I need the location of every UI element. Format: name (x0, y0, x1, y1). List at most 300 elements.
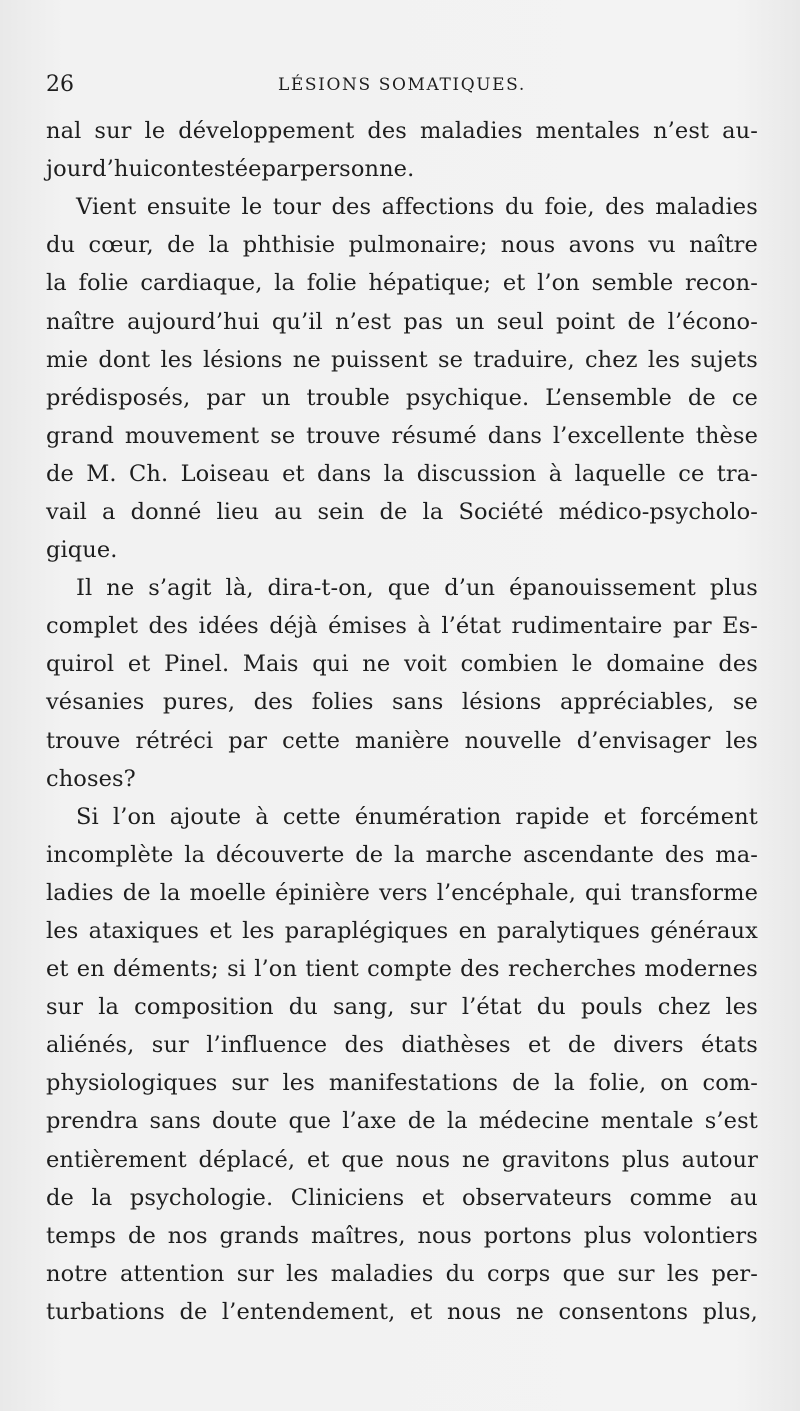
word: sans (391, 689, 444, 716)
word: de (128, 1222, 156, 1249)
word: ladies (46, 879, 114, 906)
word: d’un (444, 575, 496, 602)
word: et (502, 270, 526, 297)
word: en (76, 956, 105, 983)
word: corps (487, 1260, 551, 1287)
word: discussion (416, 460, 537, 487)
word: n’est (653, 118, 710, 145)
word: thèse (695, 422, 758, 449)
word: per- (711, 1260, 758, 1287)
word: personne. (300, 156, 415, 183)
word: tour (272, 194, 322, 221)
word: ne (106, 575, 135, 602)
word: ascendante (522, 841, 655, 868)
word: un (455, 308, 485, 335)
word: lieu (216, 498, 260, 525)
word: généraux (650, 918, 758, 945)
word: épinière (275, 879, 370, 906)
word: physiologiques (46, 1070, 218, 1097)
word: foie, (544, 194, 595, 221)
word: Ch. (129, 460, 169, 487)
word: l’on (112, 803, 156, 830)
word: Loiseau (180, 460, 270, 487)
word: l’axe (342, 1108, 397, 1135)
word: complet (46, 613, 139, 640)
text-line-25 (46, 1026, 758, 1064)
word: attention (119, 1260, 225, 1287)
word: l’on (254, 956, 298, 983)
text-line-28 (46, 1141, 758, 1179)
word: recherches (507, 956, 637, 983)
word: sein (317, 498, 365, 525)
word: des (605, 194, 645, 221)
page-header (46, 68, 756, 102)
text-line-30 (46, 1217, 758, 1255)
word: de (379, 498, 408, 525)
word: folie (306, 270, 357, 297)
word: déplacé, (198, 1146, 296, 1173)
word: rudimentaire (511, 613, 663, 640)
text-line-18 (46, 760, 758, 798)
word: que (288, 1108, 332, 1135)
word: moelle (189, 879, 267, 906)
text-line-19 (46, 798, 758, 836)
word: vers (378, 879, 428, 906)
word: Pinel. (164, 651, 230, 678)
word: sang, (333, 994, 395, 1021)
word: de (567, 1032, 596, 1059)
word: à (255, 803, 269, 830)
word: médico-psycholo- (558, 498, 758, 525)
word: nouvelle (464, 727, 562, 754)
word: vail (46, 498, 87, 525)
word: la (91, 1184, 113, 1211)
word: voit (404, 651, 447, 678)
word: psychique. (405, 384, 530, 411)
word: les (647, 346, 681, 373)
word: et (209, 918, 232, 945)
word: que (387, 575, 431, 602)
word: la (274, 270, 295, 297)
word: portons (483, 1222, 572, 1249)
word: paraplégiques (284, 918, 449, 945)
word: maladies (419, 118, 523, 145)
text-line-5 (46, 264, 758, 302)
word: gique. (46, 537, 118, 564)
word: idées (198, 613, 259, 640)
word: qui (312, 651, 349, 678)
word: en (458, 918, 487, 945)
text-line-7 (46, 341, 758, 379)
word: semble (591, 270, 674, 297)
word: le (241, 194, 263, 221)
word: par (672, 613, 712, 640)
word: vésanies (46, 689, 145, 716)
word: jourd’hui (46, 156, 151, 183)
word: un (261, 384, 291, 411)
word: affections (381, 194, 495, 221)
word: la (208, 232, 230, 259)
word: découverte (215, 841, 345, 868)
word: sans (149, 1108, 201, 1135)
word: et (527, 1032, 551, 1059)
word: sur (46, 994, 84, 1021)
word: gravitons (501, 1146, 610, 1173)
word: la (383, 460, 405, 487)
word: paralytiques (496, 918, 640, 945)
word: mentale (600, 1108, 694, 1135)
word: de (46, 1184, 74, 1211)
word: du (46, 232, 76, 259)
word: transforme (630, 879, 758, 906)
word: de (687, 384, 716, 411)
word: se (438, 346, 464, 373)
word: point (556, 308, 616, 335)
text-line-17 (46, 722, 758, 760)
word: com- (702, 1070, 758, 1097)
word: choses? (46, 765, 136, 792)
word: on (660, 1070, 689, 1097)
word: chez (657, 994, 711, 1021)
word: nal (46, 118, 82, 145)
word: nous (446, 1298, 502, 1325)
word: doute (212, 1108, 278, 1135)
word: les (725, 727, 758, 754)
word: tient (305, 956, 359, 983)
word: des (331, 194, 372, 221)
word: développement (178, 118, 355, 145)
word: nous (395, 1146, 451, 1173)
text-line-26 (46, 1064, 758, 1102)
word: s’est (704, 1108, 758, 1135)
word: Société (458, 498, 544, 525)
word: pures, (162, 689, 236, 716)
text-line-23 (46, 950, 758, 988)
word: a (102, 498, 116, 525)
word: aliénés, (46, 1032, 135, 1059)
word: nous (500, 232, 556, 259)
word: de (512, 1070, 541, 1097)
word: mouvement (124, 422, 260, 449)
word: énumération (354, 803, 502, 830)
word: sur (236, 1260, 274, 1287)
word: de (627, 308, 656, 335)
word: par (206, 384, 246, 411)
text-line-20 (46, 836, 758, 874)
word: entièrement (46, 1146, 187, 1173)
word: cœur, (88, 232, 154, 259)
word: de (179, 1298, 208, 1325)
word: volontiers (643, 1222, 758, 1249)
word: les (46, 918, 79, 945)
word: de (46, 460, 74, 487)
word: déjà (269, 613, 318, 640)
word: dans (317, 460, 372, 487)
word: maladies (655, 194, 758, 221)
word: ensuite (146, 194, 232, 221)
word: la (98, 994, 120, 1021)
word: ma- (715, 841, 758, 868)
text-line-8 (46, 379, 758, 417)
word: prédisposés, (46, 384, 191, 411)
word: vu (648, 232, 676, 259)
word: notre (46, 1260, 108, 1287)
word: médecine (478, 1108, 590, 1135)
word: sur (617, 1260, 655, 1287)
word: la (446, 1108, 468, 1135)
word: turbations (46, 1298, 165, 1325)
word: l’influence (206, 1032, 328, 1059)
word: contestée (150, 156, 262, 183)
word: divers (613, 1032, 684, 1059)
word: la (46, 270, 67, 297)
text-line-11 (46, 493, 758, 531)
word: dont (98, 346, 151, 373)
word: Mais (242, 651, 299, 678)
word: manifestations (328, 1070, 499, 1097)
text-line-14 (46, 607, 758, 645)
word: Si (76, 803, 99, 830)
word: par (261, 156, 301, 183)
word: des (367, 118, 407, 145)
word: pas (403, 308, 444, 335)
word: laquelle (574, 460, 666, 487)
word: sujets (690, 346, 758, 373)
word: qu’il (271, 308, 323, 335)
word: ce (678, 460, 705, 487)
word: folie (78, 270, 129, 297)
word: si (227, 956, 247, 983)
word: donné (130, 498, 202, 525)
word: du (288, 994, 318, 1021)
word: les (725, 994, 758, 1021)
word: ne (362, 651, 391, 678)
word: des (664, 841, 705, 868)
word: que (341, 1146, 384, 1173)
word: tra- (716, 460, 758, 487)
word: autour (681, 1146, 758, 1173)
running-head: LÉSIONS SOMATIQUES. (278, 75, 526, 95)
word: là, (225, 575, 254, 602)
word: L’ensemble (545, 384, 672, 411)
word: recon- (685, 270, 758, 297)
word: rétréci (135, 727, 214, 754)
word: et (306, 1146, 330, 1173)
word: à (417, 613, 431, 640)
word: des (253, 689, 294, 716)
word: combien (460, 651, 559, 678)
word: incomplète (46, 841, 174, 868)
text-line-31 (46, 1255, 758, 1293)
text-line-29 (46, 1179, 758, 1217)
word: appréciables, (559, 689, 715, 716)
word: hépatique; (368, 270, 492, 297)
word: maladies (330, 1260, 434, 1287)
word: plus, (702, 1298, 758, 1325)
word: lésions (461, 689, 542, 716)
word: la (159, 879, 181, 906)
word: modernes (644, 956, 758, 983)
word: psychologie. (129, 1184, 274, 1211)
word: les (282, 1070, 315, 1097)
text-line-3 (46, 188, 758, 226)
word: ataxiques (88, 918, 200, 945)
word: rapide (515, 803, 590, 830)
word: nos (167, 1222, 208, 1249)
word: de (355, 841, 384, 868)
word: l’on (537, 270, 580, 297)
word: le (144, 118, 166, 145)
word: des (460, 956, 500, 983)
word: ne (292, 346, 321, 373)
word: chez (584, 346, 638, 373)
word: la (394, 841, 415, 868)
word: pulmonaire; (348, 232, 488, 259)
text-line-32 (46, 1293, 758, 1331)
word: de (122, 879, 151, 906)
word: au (274, 498, 303, 525)
word: qui (585, 879, 622, 906)
word: les (286, 1260, 319, 1287)
word: des (344, 1032, 385, 1059)
word: ce (731, 384, 758, 411)
word: M. (86, 460, 117, 487)
word: du (504, 194, 535, 221)
word: comme (629, 1184, 713, 1211)
text-line-13 (46, 569, 758, 607)
word: sur (151, 1032, 189, 1059)
word: à (548, 460, 563, 487)
word: ne (462, 1146, 491, 1173)
word: mentales (535, 118, 641, 145)
word: trouve (46, 727, 121, 754)
word: temps (46, 1222, 117, 1249)
word: au (729, 1184, 758, 1211)
word: grands (219, 1222, 300, 1249)
word: de (407, 1108, 436, 1135)
text-line-21 (46, 874, 758, 912)
word: cette (282, 803, 341, 830)
text-line-12 (46, 531, 758, 569)
text-line-1 (46, 112, 758, 150)
word: les (242, 918, 275, 945)
word: le (571, 651, 593, 678)
word: prendra (46, 1108, 139, 1135)
word: et (409, 1298, 433, 1325)
word: pouls (580, 994, 643, 1021)
word: nous (417, 1222, 472, 1249)
word: épanouissement (509, 575, 696, 602)
word: avons (568, 232, 635, 259)
word: du (445, 1260, 475, 1287)
word: cette (282, 727, 340, 754)
word: manière (355, 727, 450, 754)
word: la (554, 1070, 575, 1097)
word: les (666, 1260, 700, 1287)
word: s’agit (148, 575, 212, 602)
text-line-27 (46, 1102, 758, 1140)
word: marche (425, 841, 513, 868)
word: folies (311, 689, 374, 716)
word: domaine (606, 651, 705, 678)
word: au- (722, 118, 758, 145)
text-line-4 (46, 226, 758, 264)
word: se (270, 422, 296, 449)
word: l’encéphale, (436, 879, 576, 906)
word: phthisie (242, 232, 336, 259)
word: et (127, 651, 151, 678)
word: les (160, 346, 193, 373)
word: se (732, 689, 758, 716)
word: et (421, 1184, 445, 1211)
word: l’excellente (552, 422, 685, 449)
word: sur (409, 994, 447, 1021)
word: émises (328, 613, 407, 640)
word: déments; (113, 956, 219, 983)
word: mie (46, 346, 89, 373)
word: cardiaque, (140, 270, 263, 297)
word: des (148, 613, 189, 640)
word: sur (94, 118, 132, 145)
word: observateurs (461, 1184, 612, 1211)
word: et (603, 803, 627, 830)
word: d’envisager (576, 727, 711, 754)
word: quirol (46, 651, 115, 678)
word: Es- (722, 613, 758, 640)
word: états (701, 1032, 758, 1059)
word: du (536, 994, 566, 1021)
word: folie, (588, 1070, 647, 1097)
word: consentons (558, 1298, 689, 1325)
word: l’écono- (667, 308, 758, 335)
word: traduire, (473, 346, 575, 373)
word: trouble (306, 384, 390, 411)
word: grand (46, 422, 114, 449)
word: de (167, 232, 196, 259)
word: n’est (335, 308, 392, 335)
word: sur (231, 1070, 269, 1097)
word: résumé (391, 422, 477, 449)
word: composition (134, 994, 274, 1021)
text-line-6 (46, 302, 758, 340)
word: lésions (203, 346, 283, 373)
text-line-24 (46, 988, 758, 1026)
word: naître (46, 308, 115, 335)
word: l’état (441, 613, 502, 640)
word: forcément (640, 803, 758, 830)
text-line-15 (46, 645, 758, 683)
text-line-10 (46, 455, 758, 493)
word: la (422, 498, 444, 525)
word: que (562, 1260, 606, 1287)
word: compte (367, 956, 452, 983)
word: plus (709, 575, 758, 602)
word: ne (515, 1298, 544, 1325)
page-body (46, 112, 758, 1331)
word: et (46, 956, 69, 983)
word: aujourd’hui (127, 308, 260, 335)
word: ajoute (169, 803, 242, 830)
word: et (282, 460, 305, 487)
text-line-16 (46, 683, 758, 721)
word: trouve (306, 422, 381, 449)
word: l’état (461, 994, 522, 1021)
word: dans (487, 422, 542, 449)
word: plus (621, 1146, 670, 1173)
word: diathèses (401, 1032, 511, 1059)
page-number: 26 (46, 72, 74, 97)
text-line-9 (46, 417, 758, 455)
